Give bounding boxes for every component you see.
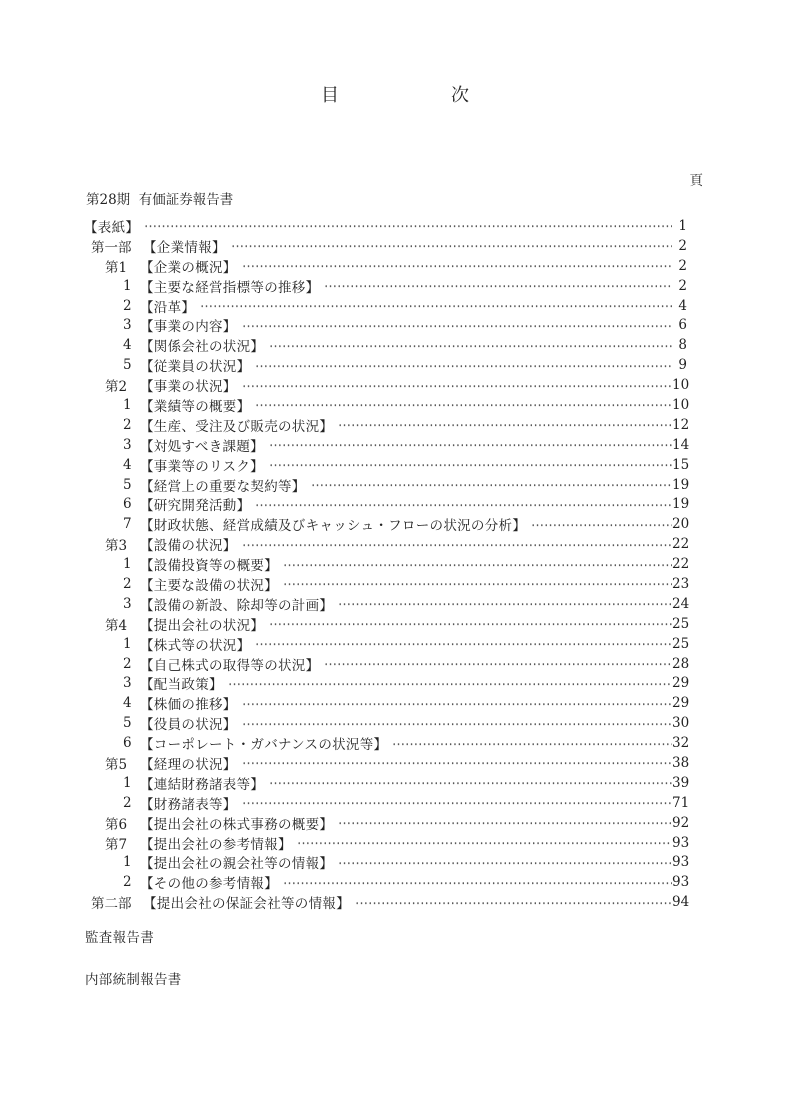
toc-entry-page: 32 xyxy=(672,735,690,752)
dot-leader xyxy=(242,265,672,268)
dot-leader xyxy=(338,862,672,865)
toc-entry-prefix: 4 xyxy=(123,456,132,473)
page-title-char-right: 次 xyxy=(451,85,469,106)
toc-entry-page: 39 xyxy=(672,774,690,791)
toc-row xyxy=(84,733,690,754)
dot-leader xyxy=(200,305,672,308)
toc-entry-prefix: 1 xyxy=(123,774,132,791)
page-title-char-left: 目 xyxy=(321,85,339,106)
toc-row xyxy=(84,753,690,773)
page-column-header: 頁 xyxy=(689,173,703,189)
dot-leader xyxy=(355,901,672,904)
toc-entry-label: 【生産、受注及び販売の状況】 xyxy=(140,418,334,435)
toc-entry-page: 19 xyxy=(672,476,690,493)
toc-entry-label: 【経理の状況】 xyxy=(140,757,237,773)
toc-row xyxy=(84,574,690,594)
toc-entry-prefix: 5 xyxy=(123,357,132,374)
toc-entry-page: 4 xyxy=(678,297,687,314)
toc-entry-page: 94 xyxy=(672,894,690,911)
toc-entry-prefix: 7 xyxy=(123,516,132,533)
toc-entry-page: 22 xyxy=(672,556,690,573)
toc-row xyxy=(84,415,690,435)
toc-entry-prefix: 2 xyxy=(123,655,132,672)
dot-leader xyxy=(242,762,672,765)
toc-entry-page: 29 xyxy=(672,695,690,712)
toc-entry-page: 28 xyxy=(672,655,690,672)
toc-entry-page: 23 xyxy=(672,575,690,592)
dot-leader xyxy=(242,325,672,328)
toc-entry-prefix: 3 xyxy=(123,595,132,612)
toc-entry-label: 【主要な経営指標等の推移】 xyxy=(140,279,320,296)
toc-row xyxy=(84,693,690,714)
toc-entry-page: 9 xyxy=(678,357,687,374)
toc-entry-page: 6 xyxy=(678,317,687,334)
toc-entry-page: 93 xyxy=(672,874,690,891)
dot-leader xyxy=(242,802,672,805)
toc-entry-label: 【財政状態、経営成績及びキャッシュ・フローの状況の分析】 xyxy=(140,518,527,535)
toc-entry-label: 【業績等の概要】 xyxy=(140,398,251,415)
toc-entry-label: 【配当政策】 xyxy=(140,677,223,694)
toc-entry-label: 【その他の参考情報】 xyxy=(140,876,278,893)
toc-row xyxy=(84,236,687,256)
toc-row xyxy=(84,494,690,515)
toc-entry-prefix: 第3 xyxy=(105,538,128,555)
dot-leader xyxy=(338,822,672,825)
toc-entry-label: 【提出会社の状況】 xyxy=(140,617,265,634)
toc-entry-page: 1 xyxy=(678,217,687,234)
toc-row xyxy=(84,475,690,495)
toc-entry-prefix: 1 xyxy=(123,854,132,871)
dot-leader xyxy=(324,663,672,666)
dot-leader xyxy=(311,484,672,487)
dot-leader xyxy=(531,523,672,526)
toc-entry-label: 【提出会社の株式事務の概要】 xyxy=(140,816,334,833)
toc-entry-page: 92 xyxy=(672,814,690,831)
toc-entry-prefix: 2 xyxy=(123,297,132,314)
toc-entry-prefix: 6 xyxy=(123,496,132,513)
toc-entry-prefix: 1 xyxy=(123,556,132,573)
toc-entry-prefix: 1 xyxy=(123,396,132,413)
toc-entry-page: 10 xyxy=(672,377,690,394)
appendix-item-internal-control-report: 内部統制報告書 xyxy=(85,972,182,988)
toc-row xyxy=(84,296,687,316)
toc-entry-label: 【経営上の重要な契約等】 xyxy=(140,478,306,495)
toc-entry-label: 【株式等の状況】 xyxy=(140,637,251,654)
toc-row xyxy=(84,435,690,455)
dot-leader xyxy=(297,842,672,845)
page-title xyxy=(0,87,790,105)
toc-row xyxy=(84,514,690,535)
toc-entry-label: 【設備投資等の概要】 xyxy=(140,558,278,575)
dot-leader xyxy=(269,782,672,785)
toc-entry-prefix: 第二部 xyxy=(91,896,132,913)
toc-entry-prefix: 2 xyxy=(123,416,132,433)
toc-entry-page: 25 xyxy=(672,615,690,632)
toc-entry-label: 【連結財務諸表等】 xyxy=(140,776,265,793)
toc-row xyxy=(84,276,687,296)
toc-row xyxy=(84,813,690,833)
toc-row xyxy=(84,335,687,355)
toc-row xyxy=(84,872,690,893)
toc-row xyxy=(84,614,690,634)
toc-entry-page: 29 xyxy=(672,675,690,692)
toc-entry-prefix: 第7 xyxy=(105,836,128,853)
dot-leader xyxy=(392,742,672,745)
dot-leader xyxy=(144,225,672,228)
toc-entry-page: 19 xyxy=(672,496,690,513)
toc-entry-label: 【提出会社の保証会社等の情報】 xyxy=(143,896,350,913)
dot-leader xyxy=(269,464,672,467)
dot-leader xyxy=(231,245,672,248)
toc-entry-prefix: 4 xyxy=(123,695,132,712)
toc-entry-prefix: 5 xyxy=(123,715,132,732)
toc-entry-prefix: 3 xyxy=(123,675,132,692)
toc-entry-page: 15 xyxy=(672,456,690,473)
dot-leader xyxy=(283,882,672,885)
dot-leader xyxy=(338,603,672,606)
toc-entry-prefix: 第2 xyxy=(105,379,128,396)
dot-leader xyxy=(242,543,672,546)
dot-leader xyxy=(269,344,672,347)
toc-entry-label: 【沿革】 xyxy=(140,299,196,316)
toc-row xyxy=(84,355,687,375)
toc-entry-prefix: 1 xyxy=(123,635,132,652)
toc-entry-label: 【企業の概況】 xyxy=(140,259,237,276)
toc-row xyxy=(84,634,690,654)
dot-leader xyxy=(269,623,672,626)
toc-row xyxy=(84,216,687,236)
toc-entry-page: 38 xyxy=(672,754,690,771)
dot-leader xyxy=(242,703,672,706)
toc-row xyxy=(84,455,690,475)
dot-leader xyxy=(255,504,672,507)
dot-leader xyxy=(242,384,672,387)
toc-entry-label: 【関係会社の状況】 xyxy=(140,339,265,356)
toc-entry-label: 【事業の内容】 xyxy=(140,319,237,336)
toc-entry-page: 12 xyxy=(672,416,690,433)
toc-entry-label: 【設備の状況】 xyxy=(140,538,237,555)
toc-row xyxy=(84,713,690,734)
toc-entry-prefix: 第6 xyxy=(105,816,128,833)
dot-leader xyxy=(324,285,672,288)
toc-entry-label: 【財務諸表等】 xyxy=(140,796,237,813)
toc-row xyxy=(84,892,690,913)
toc-entry-label: 【コーポレート・ガバナンスの状況等】 xyxy=(140,737,388,754)
toc-entry-page: 25 xyxy=(672,635,690,652)
toc-entry-prefix: 第5 xyxy=(105,757,128,773)
toc-row xyxy=(84,554,690,575)
toc-entry-prefix: 1 xyxy=(123,277,132,294)
toc-entry-label: 【企業情報】 xyxy=(143,239,226,256)
toc-entry-prefix: 3 xyxy=(123,317,132,334)
toc-row xyxy=(84,833,690,853)
toc-entry-label: 【研究開発活動】 xyxy=(140,498,251,515)
toc-list xyxy=(84,216,690,913)
toc-entry-prefix: 第一部 xyxy=(91,239,132,256)
dot-leader xyxy=(242,722,672,725)
toc-entry-page: 2 xyxy=(678,277,687,294)
toc-entry-label: 【事業の状況】 xyxy=(140,379,237,396)
dot-leader xyxy=(255,404,672,407)
toc-entry-page: 71 xyxy=(672,794,690,811)
toc-entry-page: 24 xyxy=(672,595,690,612)
toc-entry-label: 【対処すべき課題】 xyxy=(140,438,264,455)
toc-row xyxy=(84,375,690,396)
dot-leader xyxy=(283,583,672,586)
toc-entry-prefix: 4 xyxy=(123,337,132,354)
toc-row xyxy=(84,315,687,335)
toc-row xyxy=(84,793,690,813)
toc-entry-label: 【自己株式の取得等の状況】 xyxy=(140,657,320,674)
toc-entry-prefix: 3 xyxy=(123,436,132,453)
appendix-item-audit-report: 監査報告書 xyxy=(85,930,154,946)
toc-entry-label: 【表紙】 xyxy=(84,219,140,236)
toc-entry-prefix: 2 xyxy=(123,575,132,592)
toc-entry-prefix: 5 xyxy=(123,476,132,493)
toc-entry-page: 2 xyxy=(678,237,687,254)
toc-entry-prefix: 6 xyxy=(123,735,132,752)
dot-leader xyxy=(255,643,672,646)
dot-leader xyxy=(228,683,672,686)
dot-leader xyxy=(283,563,672,566)
dot-leader xyxy=(338,424,672,427)
dot-leader xyxy=(269,444,672,447)
toc-entry-label: 【株価の推移】 xyxy=(140,697,237,714)
toc-entry-page: 8 xyxy=(678,337,687,354)
toc-row xyxy=(84,534,690,555)
toc-row xyxy=(84,654,690,674)
toc-entry-label: 【提出会社の親会社等の情報】 xyxy=(140,856,334,873)
toc-entry-prefix: 2 xyxy=(123,794,132,811)
toc-entry-label: 【提出会社の参考情報】 xyxy=(140,836,292,853)
toc-entry-page: 22 xyxy=(672,536,690,553)
toc-entry-page: 20 xyxy=(672,516,690,533)
toc-entry-prefix: 第4 xyxy=(105,617,128,634)
toc-entry-label: 【主要な設備の状況】 xyxy=(140,577,278,594)
toc-entry-label: 【従業員の状況】 xyxy=(140,359,251,376)
toc-row xyxy=(84,594,690,614)
report-heading: 第28期 有価証券報告書 xyxy=(86,192,234,208)
toc-entry-label: 【役員の状況】 xyxy=(140,717,237,734)
toc-entry-page: 10 xyxy=(672,396,690,413)
toc-entry-prefix: 2 xyxy=(123,874,132,891)
toc-entry-page: 2 xyxy=(678,257,687,274)
toc-row xyxy=(84,673,690,694)
toc-entry-label: 【設備の新設、除却等の計画】 xyxy=(140,597,334,614)
toc-entry-page: 93 xyxy=(672,834,690,851)
toc-entry-page: 14 xyxy=(672,436,690,453)
toc-row xyxy=(84,395,690,415)
toc-entry-page: 30 xyxy=(672,715,690,732)
toc-entry-label: 【事業等のリスク】 xyxy=(140,458,264,475)
toc-row xyxy=(84,773,690,793)
toc-entry-page: 93 xyxy=(672,854,690,871)
toc-row xyxy=(84,256,687,276)
toc-entry-prefix: 第1 xyxy=(105,259,128,276)
dot-leader xyxy=(255,364,672,367)
toc-row xyxy=(84,853,690,873)
